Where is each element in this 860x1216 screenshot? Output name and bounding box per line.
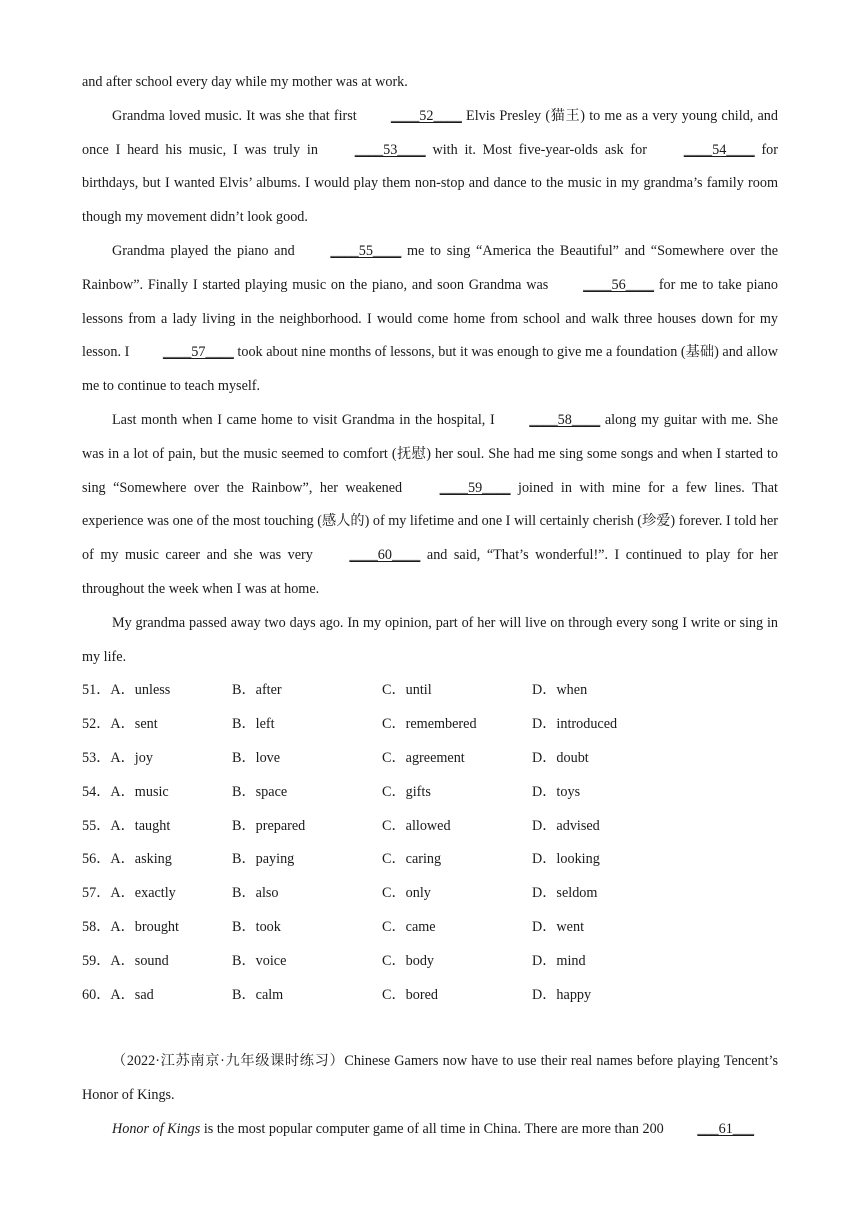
- option-c: C．allowed: [382, 817, 451, 834]
- option-c: C．came: [382, 918, 436, 935]
- blank-53: ____53____: [354, 141, 426, 158]
- blank-56: ____56____: [583, 276, 655, 293]
- section-gap: [82, 1012, 778, 1045]
- option-d: D．happy: [532, 986, 592, 1003]
- option-a: 56．A．asking: [82, 851, 172, 868]
- text: for me to take piano lessons from a lady living in the neighborhood. I would come home from school and walk three houses down for my lesson. I: [82, 276, 778, 361]
- text: Grandma loved music. It was she that first: [112, 107, 361, 124]
- next-passage-paragraph: [82, 1113, 778, 1147]
- blank-55: ____55____: [330, 242, 402, 259]
- passage-paragraph-4: My grandma passed away two days ago. In my opinion, part of her will live on through every song I write or sing in my life.: [82, 614, 778, 665]
- option-a: 51．A．unless: [82, 682, 171, 699]
- text: with it. Most five-year-olds ask for: [425, 141, 654, 158]
- option-row-58: [82, 911, 778, 945]
- option-d: D．doubt: [532, 749, 589, 766]
- option-c: C．remembered: [382, 716, 477, 733]
- option-c: C．only: [382, 885, 431, 902]
- option-row-54: [82, 776, 778, 810]
- option-b: B．paying: [232, 851, 295, 868]
- text: for birthdays, but I wanted Elvis’ albums. I would play them non-stop and dance to the music in my grandma’s family room though my movement didn’t look good.: [82, 141, 779, 226]
- option-row-60: [82, 979, 778, 1013]
- option-d: D．mind: [532, 952, 586, 969]
- option-c: C．bored: [382, 986, 438, 1003]
- option-d: D．toys: [532, 783, 581, 800]
- option-row-52: [82, 708, 778, 742]
- option-b: B．prepared: [232, 817, 306, 834]
- option-row-51: [82, 674, 778, 708]
- text: took about nine months of lessons, but it was enough to give me a foundation (基础) and allow me to continue to teach myself.: [82, 344, 778, 395]
- passage-paragraph-0: and after school every day while my mother was at work.: [82, 74, 408, 90]
- option-b: B．voice: [232, 952, 287, 969]
- text: and said, “That’s wonderful!”. I continued to play for her throughout the week when I was at home.: [82, 547, 779, 597]
- next-passage-intro: （2022·江苏南京·九年级课时练习）Chinese Gamers now have to use their real names before playing Tencent’s Honor of Kings.: [82, 1053, 778, 1104]
- option-d: D．went: [532, 918, 585, 935]
- option-row-56: [82, 843, 778, 877]
- option-a: 53．A．joy: [82, 749, 153, 766]
- text: me to sing “America the Beautiful” and “Somewhere over the Rainbow”. Finally I started playing music on the piano, and soon Grandma was: [82, 242, 778, 293]
- option-c: C．caring: [382, 851, 442, 868]
- blank-54: ____54____: [683, 141, 755, 158]
- option-b: B．also: [232, 885, 279, 902]
- option-d: D．looking: [532, 851, 600, 868]
- passage-paragraph-1: [82, 100, 778, 235]
- option-b: B．space: [232, 783, 288, 800]
- option-row-55: [82, 810, 778, 844]
- text: is the most popular computer game of all time in China. There are more than 200: [200, 1120, 668, 1137]
- option-a: 57．A．exactly: [82, 885, 176, 902]
- option-d: D．introduced: [532, 716, 618, 733]
- document-page: [82, 66, 778, 1147]
- option-b: B．love: [232, 749, 281, 766]
- option-a: 60．A．sad: [82, 986, 154, 1003]
- text: joined in with mine for a few lines. That experience was one of the most touching (感人的) of my lifetime and one I will certainly cherish (珍爱) forever. I told her of my music career and she was very: [82, 479, 778, 564]
- option-a: 52．A．sent: [82, 716, 158, 733]
- blank-57: ____57____: [162, 344, 234, 361]
- text: Grandma played the piano and: [112, 242, 301, 259]
- option-a: 54．A．music: [82, 783, 169, 800]
- option-a: 59．A．sound: [82, 952, 169, 969]
- option-c: C．gifts: [382, 783, 431, 800]
- option-c: C．until: [382, 682, 432, 699]
- blank-61: ___61___: [697, 1120, 755, 1137]
- answer-options: [82, 674, 778, 1012]
- blank-60: ____60____: [349, 547, 421, 564]
- text: Elvis Presley (猫王) to me as a very young child, and once I heard his music, I was truly in: [82, 107, 778, 158]
- option-b: B．left: [232, 716, 275, 733]
- option-row-59: [82, 945, 778, 979]
- option-c: C．agreement: [382, 749, 465, 766]
- option-b: B．after: [232, 682, 282, 699]
- option-a: 58．A．brought: [82, 918, 179, 935]
- passage-paragraph-3: [82, 404, 778, 607]
- blank-59: ____59____: [439, 479, 511, 496]
- blank-58: ____58____: [529, 411, 601, 428]
- option-d: D．seldom: [532, 885, 598, 902]
- passage-paragraph-2: [82, 235, 778, 404]
- option-d: D．when: [532, 682, 588, 699]
- option-row-57: [82, 877, 778, 911]
- blank-52: ____52____: [390, 107, 462, 124]
- option-c: C．body: [382, 952, 435, 969]
- text: Last month when I came home to visit Grandma in the hospital, I: [112, 411, 500, 428]
- option-a: 55．A．taught: [82, 817, 171, 834]
- option-b: B．took: [232, 918, 281, 935]
- option-row-53: [82, 742, 778, 776]
- option-d: D．advised: [532, 817, 600, 834]
- option-b: B．calm: [232, 986, 284, 1003]
- text: along my guitar with me. She was in a lot of pain, but the music seemed to comfort (抚慰) her soul. She had me sing some songs and when I started to sing “Somewhere over the Rainbow”, her weakened: [82, 411, 778, 496]
- game-title: Honor of Kings: [112, 1120, 201, 1137]
